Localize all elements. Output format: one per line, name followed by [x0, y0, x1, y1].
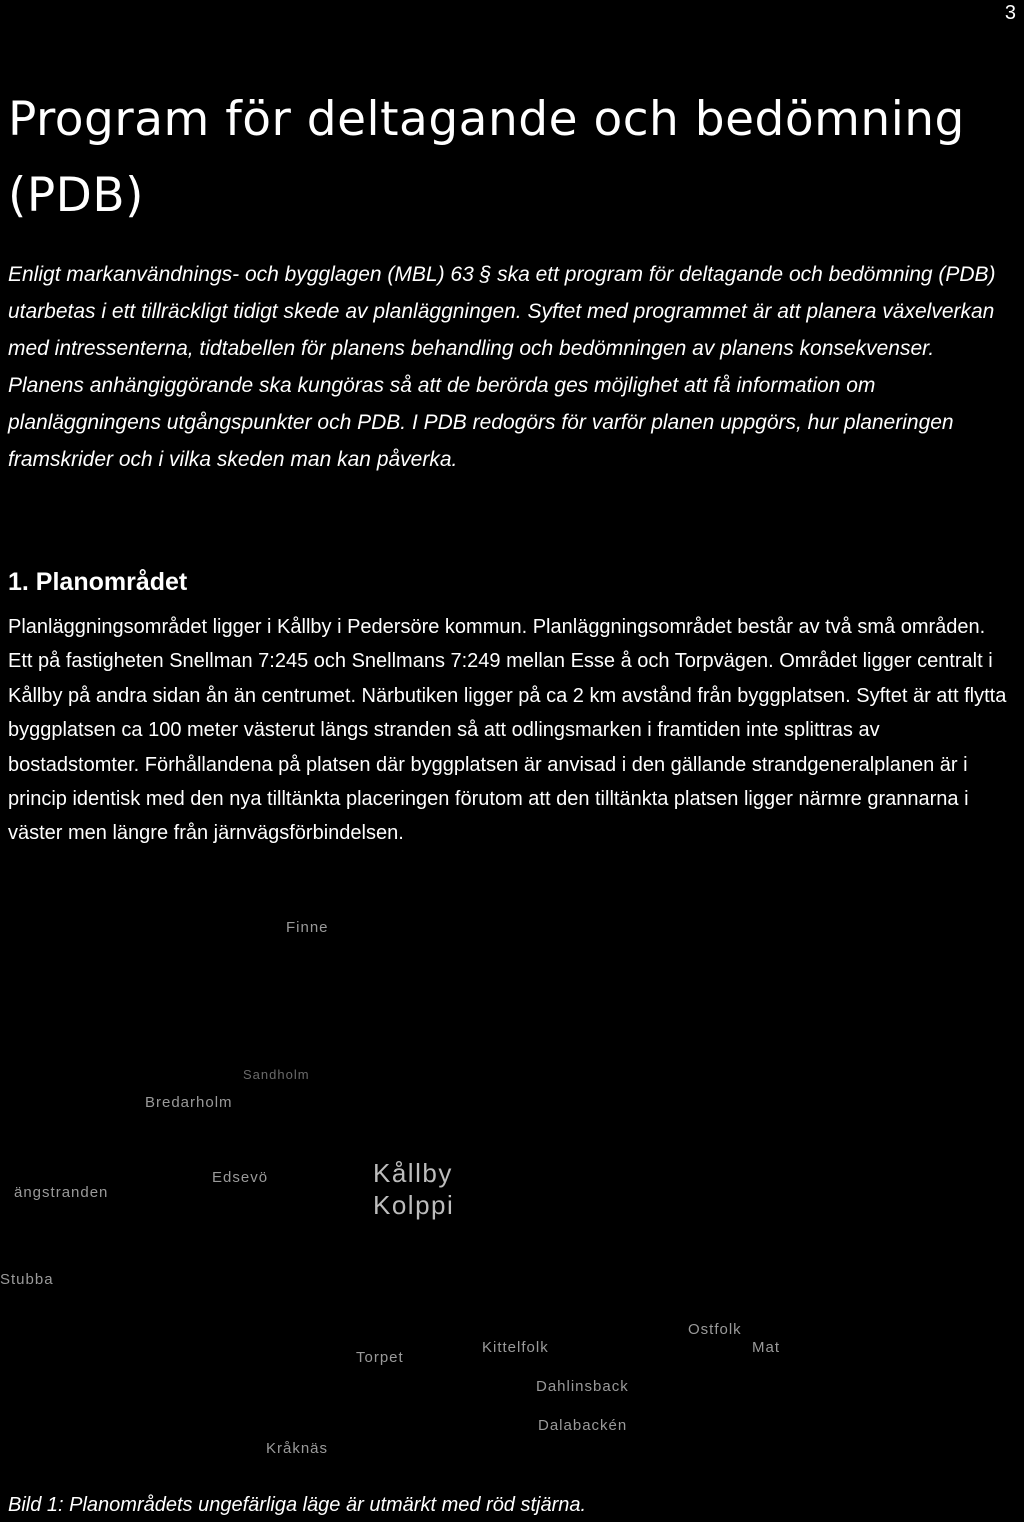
map-label-stubba: Stubba	[0, 1271, 54, 1288]
map-label-ostfolk: Ostfolk	[688, 1321, 742, 1338]
map-label-bredarholm: Bredarholm	[145, 1094, 233, 1111]
map-label-kittelfolk: Kittelfolk	[482, 1339, 549, 1356]
map-label-kallby: Kållby	[373, 1158, 453, 1188]
map-label-sandholm: Sandholm	[243, 1067, 310, 1082]
map-label-angstranden: ängstranden	[14, 1184, 109, 1201]
map-label-torpet: Torpet	[356, 1349, 404, 1366]
section-heading-planomradet: 1. Planområdet	[8, 568, 188, 596]
intro-paragraph: Enligt markanvändnings- och bygglagen (MBL) 63 § ska ett program för deltagande och bedömning (PDB) utarbetas i ett tillräckligt tidigt skede av planläggningen. Syftet med programmet är att planera växelverkan med intressenterna, tidtabellen för planens behandling och bedömningen av planens konsekvenser. Planens anhängiggörande ska kungöras så att de berörda ges möjlighet att få information om planläggningens utgångspunkter och PDB. I PDB redogörs för varför planen uppgörs, hur planeringen framskrider och i vilka skeden man kan påverka.	[8, 263, 996, 471]
page-title: Program för deltagande och bedömning (PDB)	[8, 92, 965, 223]
map-label-mat: Mat	[752, 1339, 781, 1356]
map-label-dalabacken: Dalabackén	[538, 1417, 628, 1434]
map-label-dahlinsback: Dahlinsback	[536, 1378, 629, 1395]
map-label-kolppi: Kolppi	[373, 1190, 455, 1220]
figure-caption: Bild 1: Planområdets ungefärliga läge är utmärkt med röd stjärna.	[8, 1494, 587, 1516]
map-label-kraknas: Kråknäs	[266, 1440, 329, 1457]
map-label-finne: Finne	[286, 919, 329, 936]
section-body-planomradet: Planläggningsområdet ligger i Kållby i Pedersöre kommun. Planläggningsområdet består av två små områden. Ett på fastigheten Snellman 7:245 och Snellmans 7:249 mellan Esse å och Torpvägen. Området ligger centralt i Kållby på andra sidan ån än centrumet. Närbutiken ligger på ca 2 km avstånd från byggplatsen. Syftet är att flytta byggplatsen ca 100 meter västerut längs stranden så att odlingsmarken i framtiden inte splittras av bostadstomter. Förhållandena på platsen där byggplatsen är anvisad i den gällande strandgeneralplanen är i princip identisk med den nya tilltänkta placeringen förutom att den tilltänkta platsen ligger närmre grannarna i väster men längre från järnvägsförbindelsen.	[8, 616, 1007, 845]
map-label-edsevo: Edsevö	[212, 1169, 269, 1186]
location-map	[0, 905, 1024, 1485]
page-number: 3	[1004, 2, 1016, 24]
